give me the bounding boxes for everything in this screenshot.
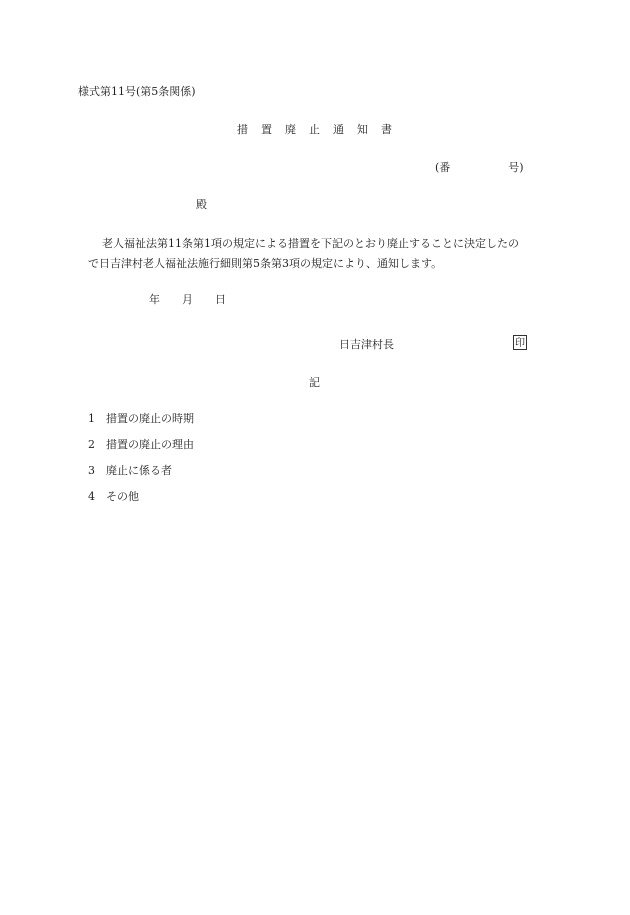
list-item <box>88 464 172 478</box>
date-day-label: 日 <box>215 293 226 306</box>
document-number-field <box>435 161 524 175</box>
list-item-label: 措置の廃止の時期 <box>106 412 194 425</box>
addressee-honorific: 殿 <box>196 198 207 211</box>
body-text-line-2: で日吉津村老人福祉法施行細則第5条第3項の規定により、通知します。 <box>88 257 443 270</box>
number-close-label: 号) <box>508 161 524 174</box>
seal-mark: 印 <box>513 335 527 350</box>
list-item-label: その他 <box>106 490 139 503</box>
list-item-number: 2 <box>88 438 95 451</box>
issuer-name: 日吉津村長 <box>339 338 394 351</box>
document-title: 措 置 廃 止 通 知 書 <box>237 123 393 136</box>
list-item-number: 4 <box>88 490 95 503</box>
date-year-label: 年 <box>149 293 160 306</box>
list-item <box>88 412 194 426</box>
date-field <box>149 293 226 307</box>
date-month-label: 月 <box>182 293 193 306</box>
list-item-label: 措置の廃止の理由 <box>106 438 194 451</box>
list-item-number: 1 <box>88 412 95 425</box>
form-number: 様式第11号(第5条関係) <box>78 85 196 98</box>
body-text-line-1: 老人福祉法第11条第1項の規定による措置を下記のとおり廃止することに決定したの <box>102 237 519 250</box>
list-item <box>88 490 139 504</box>
list-item-label: 廃止に係る者 <box>106 464 172 477</box>
list-item-number: 3 <box>88 464 95 477</box>
ki-heading: 記 <box>309 376 320 389</box>
list-item <box>88 438 194 452</box>
number-open-label: (番 <box>435 161 451 174</box>
